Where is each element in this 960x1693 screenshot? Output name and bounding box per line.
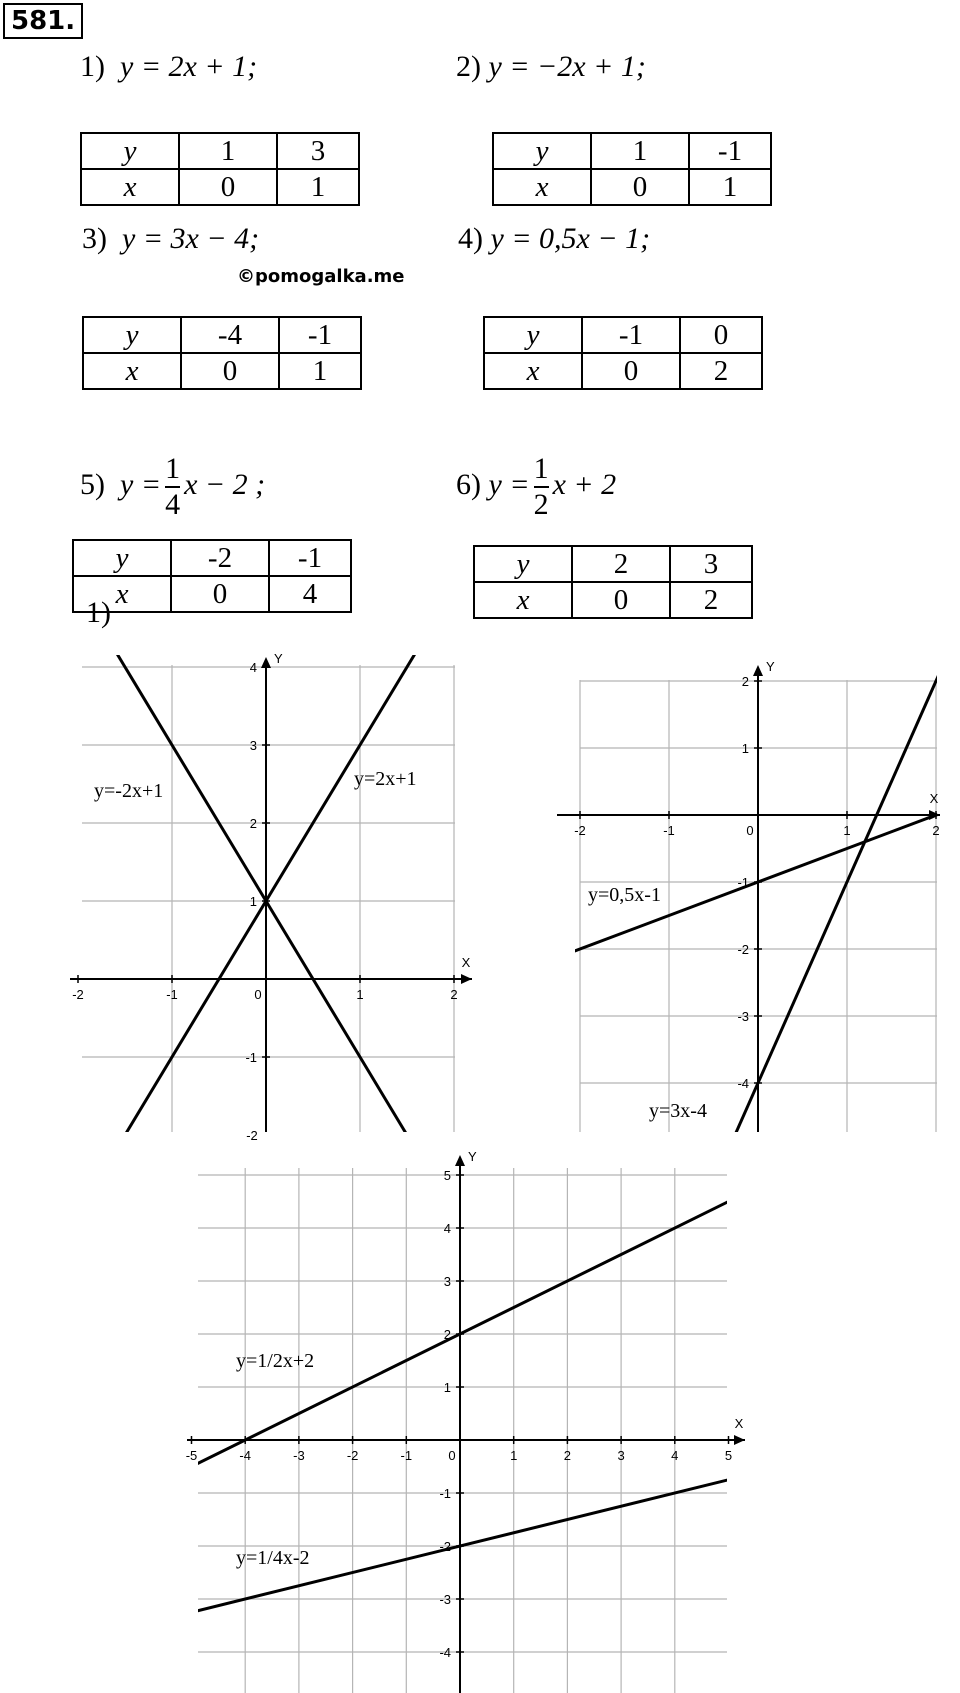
x-tick-label: 3: [617, 1448, 625, 1463]
x-tick-label: -1: [166, 987, 178, 1002]
table-cell: 0: [582, 353, 680, 389]
series-line-2: [52, 546, 485, 1265]
x-axis-arrow-icon: [461, 974, 472, 984]
graph-3: [168, 1149, 757, 1693]
table-cell: -1: [582, 317, 680, 353]
table-cell: 3: [670, 546, 752, 582]
y-tick-label: 5: [443, 1168, 451, 1183]
header-x: x: [484, 353, 582, 389]
series-label-1: y=0,5x-1: [588, 884, 661, 906]
x-axis-label: X: [461, 955, 471, 970]
equation-6-label: 6): [456, 467, 481, 501]
equation-1-formula: y = 2x + 1;: [120, 50, 258, 83]
header-y: y: [493, 133, 591, 169]
table-cell: 1: [277, 169, 359, 205]
table-cell: 0: [181, 353, 279, 389]
x-tick-label: 2: [563, 1448, 572, 1463]
series-label-1: y=1/2x+2: [236, 1350, 315, 1372]
series-line-2: [545, 611, 960, 1564]
equation-3-formula: y = 3x − 4;: [122, 222, 260, 255]
y-tick-label: 2: [741, 674, 749, 689]
x-tick-label: 1: [510, 1448, 518, 1463]
y-tick-label: 1: [741, 741, 749, 756]
series-label-2: y=1/4x-2: [236, 1547, 310, 1569]
y-tick-label: -2: [737, 942, 749, 957]
y-axis-arrow-icon: [455, 1155, 465, 1166]
header-y: y: [484, 317, 582, 353]
equation-4-label: 4): [458, 222, 483, 255]
equation-2-formula: y = −2x + 1;: [488, 50, 646, 83]
y-tick-label: 1: [443, 1380, 451, 1395]
x-tick-label: -3: [293, 1448, 305, 1463]
fraction-denominator: 2: [533, 488, 549, 521]
y-tick-label: -4: [737, 1076, 749, 1091]
x-tick-label: 2: [450, 987, 458, 1002]
y-tick-label: -1: [737, 875, 749, 890]
series-label-2: y=3x-4: [649, 1100, 707, 1122]
y-tick-label: 1: [249, 894, 257, 909]
table-cell: 0: [179, 169, 277, 205]
x-tick-label: 1: [843, 823, 851, 838]
y-tick-label: -2: [439, 1539, 451, 1554]
x-tick-label: -2: [72, 987, 84, 1002]
y-axis-label: Y: [274, 651, 283, 666]
y-tick-label: -3: [737, 1009, 749, 1024]
table-cell: 1: [179, 133, 277, 169]
x-tick-label: 4: [671, 1448, 679, 1463]
problem-number: 581.: [3, 3, 83, 39]
table-cell: 0: [680, 317, 762, 353]
y-axis-label: Y: [468, 1149, 477, 1164]
equation-5-rhs: x − 2 ;: [184, 467, 266, 501]
series-line-1: [168, 1187, 757, 1478]
equation-2-label: 2): [456, 50, 481, 83]
header-x: x: [474, 582, 572, 618]
x-tick-label: -5: [185, 1448, 198, 1463]
x-tick-label: -2: [346, 1448, 359, 1463]
x-axis-label: X: [734, 1416, 744, 1431]
table-cell: 1: [591, 133, 689, 169]
x-tick-label: 0: [746, 823, 754, 838]
header-y: y: [83, 317, 181, 353]
table-cell: -2: [171, 540, 269, 576]
header-y: y: [474, 546, 572, 582]
table-cell: 0: [171, 576, 269, 612]
y-tick-label: 2: [443, 1327, 451, 1342]
x-tick-label: 0: [448, 1448, 456, 1463]
y-tick-label: 2: [249, 816, 257, 831]
table-cell: -1: [689, 133, 771, 169]
series-line-1: [52, 538, 485, 1257]
equation-4-formula: y = 0,5x − 1;: [490, 222, 651, 255]
table-cell: -4: [181, 317, 279, 353]
header-x: x: [83, 353, 181, 389]
table-cell: 2: [670, 582, 752, 618]
grid-lines: [198, 1168, 727, 1693]
table-cell: 1: [689, 169, 771, 205]
y-tick-label: -1: [245, 1050, 257, 1065]
fraction-numerator: 1: [533, 452, 549, 485]
x-tick-label: -1: [663, 823, 675, 838]
table-cell: 0: [591, 169, 689, 205]
fraction-denominator: 4: [165, 488, 181, 521]
x-tick-label: 1: [356, 987, 364, 1002]
table-cell: -1: [279, 317, 361, 353]
table-cell: 3: [277, 133, 359, 169]
overlap-label: 1): [86, 596, 111, 629]
equation-6-rhs: x + 2: [552, 467, 617, 501]
series-label-2: y=-2x+1: [94, 780, 164, 802]
table-cell: 0: [572, 582, 670, 618]
y-tick-label: -3: [439, 1592, 451, 1607]
equation-5-label: 5): [80, 467, 105, 501]
y-tick-label: 4: [249, 660, 257, 675]
x-tick-label: 2: [932, 823, 940, 838]
equation-6-lhs: y =: [488, 467, 530, 501]
graph-1: [52, 538, 485, 1265]
table-cell: 2: [572, 546, 670, 582]
table-cell: 2: [680, 353, 762, 389]
y-tick-label: -2: [246, 1128, 258, 1143]
equation-5-lhs: y =: [120, 467, 162, 501]
table-cell: -1: [269, 540, 351, 576]
header-x: x: [81, 169, 179, 205]
equation-3-label: 3): [82, 222, 107, 255]
header-y: y: [81, 133, 179, 169]
equation-1-label: 1): [80, 50, 105, 83]
y-axis-label: Y: [766, 659, 775, 674]
y-tick-label: -4: [439, 1645, 451, 1660]
y-axis-arrow-icon: [753, 665, 763, 676]
y-tick-label: 3: [249, 738, 257, 753]
header-x: x: [73, 576, 171, 612]
x-tick-label: -2: [574, 823, 586, 838]
x-tick-label: 0: [254, 987, 262, 1002]
x-tick-label: -4: [239, 1448, 251, 1463]
y-tick-label: -1: [439, 1486, 451, 1501]
x-tick-label: 5: [724, 1448, 733, 1463]
x-axis-label: X: [929, 791, 939, 806]
table-cell: 1: [279, 353, 361, 389]
x-axis-arrow-icon: [734, 1435, 745, 1445]
x-tick-label: -1: [400, 1448, 413, 1463]
series-label-1: y=2x+1: [354, 768, 417, 790]
watermark: ©pomogalka.me: [237, 266, 405, 287]
y-tick-label: 4: [443, 1221, 451, 1236]
header-x: x: [493, 169, 591, 205]
y-tick-label: 3: [443, 1274, 451, 1289]
graph-2: [545, 611, 960, 1564]
header-y: y: [73, 540, 171, 576]
fraction-numerator: 1: [165, 452, 181, 485]
table-cell: 4: [269, 576, 351, 612]
series-line-2: [168, 1473, 757, 1618]
